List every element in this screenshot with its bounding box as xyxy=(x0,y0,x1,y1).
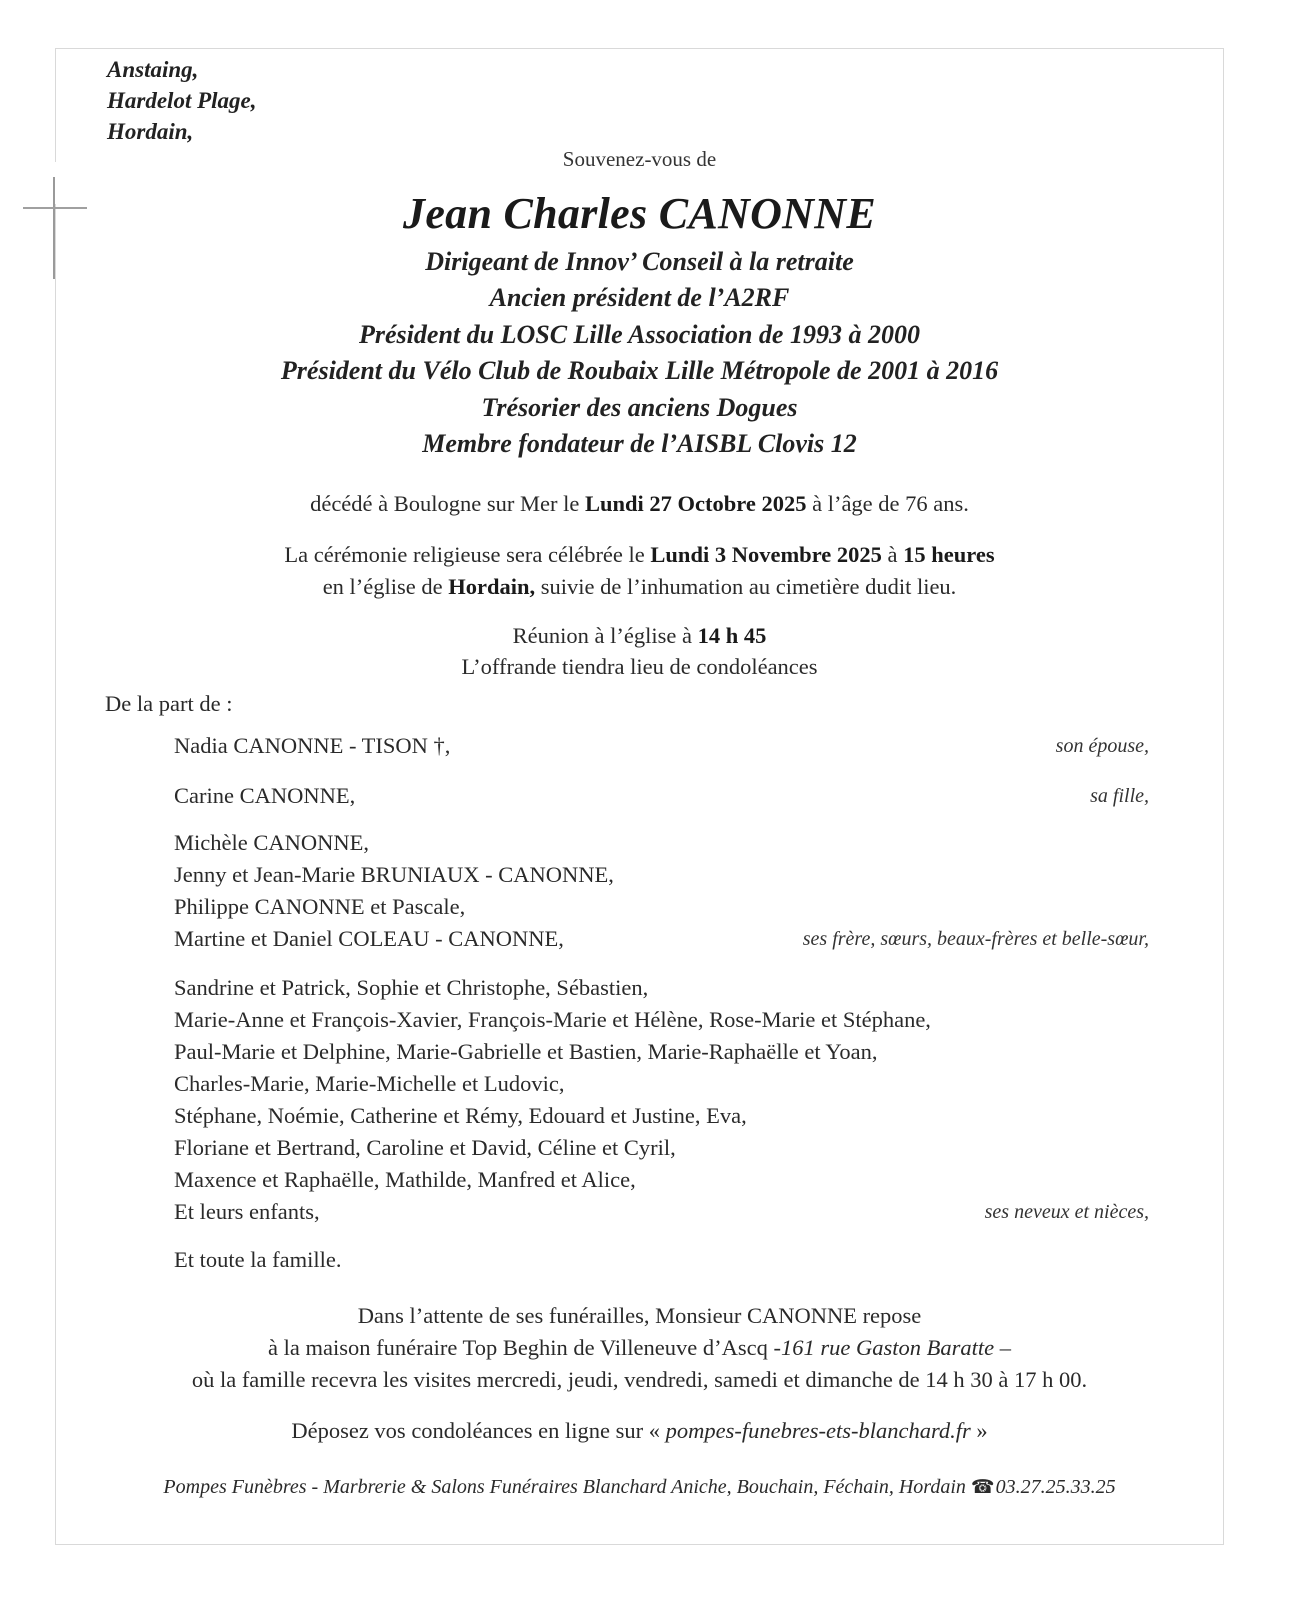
ceremony-prefix: La cérémonie religieuse sera célébrée le xyxy=(284,542,645,567)
company-name: Pompes Funèbres - Marbrerie & Salons Funéraires Blanchard Aniche, Bouchain, Féchain, Hordain xyxy=(163,1476,966,1498)
family-row xyxy=(174,1103,1149,1135)
meeting-time: 14 h 45 xyxy=(697,623,767,648)
death-prefix: décédé à Boulogne sur Mer le xyxy=(310,491,580,516)
family-row xyxy=(174,733,1149,765)
place: Hordain, xyxy=(107,119,194,144)
ceremony-date: Lundi 3 Novembre 2025 xyxy=(650,542,882,567)
family-name: Nadia CANONNE - TISON †, xyxy=(174,733,451,758)
relation-label: ses neveux et nièces, xyxy=(984,1201,1149,1223)
family-name: Paul-Marie et Delphine, Marie-Gabrielle et Bastien, Marie-Raphaëlle et Yoan, xyxy=(174,1039,878,1064)
family-row xyxy=(174,926,1149,958)
family-row xyxy=(174,783,1149,815)
family-name: Stéphane, Noémie, Catherine et Rémy, Edouard et Justine, Eva, xyxy=(174,1103,747,1128)
condolences-prefix: Déposez vos condoléances en ligne sur « xyxy=(291,1418,660,1443)
intro-text: Souvenez-vous de xyxy=(562,147,717,171)
offering-text: L’offrande tiendra lieu de condoléances xyxy=(461,654,818,679)
meeting-notice xyxy=(55,620,1224,682)
family-name: Jenny et Jean-Marie BRUNIAUX - CANONNE, xyxy=(174,862,614,887)
family-daughter xyxy=(174,783,1149,815)
place: Hardelot Plage, xyxy=(107,88,257,113)
visiting-hours: où la famille recevra les visites mercredi, jeudi, vendredi, samedi et dimanche de 14 h 30 à 17 h 00. xyxy=(191,1367,1088,1392)
ceremony-at: à xyxy=(887,542,898,567)
from-label: De la part de : xyxy=(105,691,233,716)
telephone-icon: ☎ xyxy=(970,1477,995,1498)
burial-text: suivie de l’inhumation au cimetière dudit lieu. xyxy=(540,574,957,599)
family-spouse xyxy=(174,733,1149,765)
place: Anstaing, xyxy=(107,57,199,82)
family-name: Sandrine et Patrick, Sophie et Christophe, Sébastien, xyxy=(174,975,649,1000)
relation-label: ses frère, sœurs, beaux-frères et belle-sœur, xyxy=(802,928,1149,950)
death-date: Lundi 27 Octobre 2025 xyxy=(584,491,807,516)
family-row xyxy=(174,1071,1149,1103)
funeral-line-1: Dans l’attente de ses funérailles, Monsieur CANONNE repose xyxy=(357,1303,922,1328)
family-siblings xyxy=(174,830,1149,958)
family-row xyxy=(174,1167,1149,1199)
funeral-home: à la maison funéraire Top Beghin de Villeneuve d’Ascq xyxy=(268,1335,768,1360)
family-name: Marie-Anne et François-Xavier, François-Marie et Hélène, Rose-Marie et Stéphane, xyxy=(174,1007,931,1032)
family-name: Carine CANONNE, xyxy=(174,783,356,808)
titles-list xyxy=(55,244,1224,462)
family-name: Maxence et Raphaëlle, Mathilde, Manfred et Alice, xyxy=(174,1167,636,1192)
funeral-home-address: -161 rue Gaston Baratte – xyxy=(773,1335,1011,1360)
family-name: Et leurs enfants, xyxy=(174,1199,320,1224)
family-name: Charles-Marie, Marie-Michelle et Ludovic, xyxy=(174,1071,565,1096)
family-name: Michèle CANONNE, xyxy=(174,830,369,855)
funeral-home-notice xyxy=(55,1300,1224,1396)
family-name: Philippe CANONNE et Pascale, xyxy=(174,894,466,919)
family-all xyxy=(174,1247,1149,1279)
relation-label: son épouse, xyxy=(1055,735,1149,757)
family-row xyxy=(174,975,1149,1007)
death-notice xyxy=(55,491,1224,517)
family-row xyxy=(174,894,1149,926)
title-line: Président du Vélo Club de Roubaix Lille Métropole de 2001 à 2016 xyxy=(280,356,999,386)
all-family-text: Et toute la famille. xyxy=(174,1247,342,1272)
condolences-suffix: » xyxy=(976,1418,988,1443)
meeting-prefix: Réunion à l’église à xyxy=(512,623,692,648)
death-age: à l’âge de 76 ans. xyxy=(812,491,969,516)
family-row xyxy=(174,1135,1149,1167)
places-list xyxy=(107,54,256,147)
family-row xyxy=(174,830,1149,862)
family-row xyxy=(174,1007,1149,1039)
deceased-name: Jean Charles CANONNE xyxy=(403,189,876,238)
family-row xyxy=(174,862,1149,894)
family-row xyxy=(174,1039,1149,1071)
title-line: Ancien président de l’A2RF xyxy=(489,283,790,313)
online-condolences xyxy=(55,1418,1224,1444)
church-prefix: en l’église de xyxy=(322,574,443,599)
family-row xyxy=(174,1199,1149,1231)
title-line: Dirigeant de Innov’ Conseil à la retraite xyxy=(425,247,854,276)
ceremony-notice xyxy=(55,539,1224,603)
ceremony-time: 15 heures xyxy=(903,542,995,567)
relation-label: sa fille, xyxy=(1090,785,1149,807)
title-line: Président du LOSC Lille Association de 1993 à 2000 xyxy=(359,319,920,349)
title-line: Membre fondateur de l’AISBL Clovis 12 xyxy=(422,429,857,459)
family-name: Floriane et Bertrand, Caroline et David, Céline et Cyril, xyxy=(174,1135,676,1160)
family-row xyxy=(174,1247,1149,1279)
condolences-website-link[interactable]: pompes-funebres-ets-blanchard.fr xyxy=(665,1418,971,1443)
family-nephews xyxy=(174,975,1149,1231)
title-line: Trésorier des anciens Dogues xyxy=(481,392,798,422)
phone-number: 03.27.25.33.25 xyxy=(995,1476,1116,1498)
church-place: Hordain, xyxy=(448,574,536,599)
family-name: Martine et Daniel COLEAU - CANONNE, xyxy=(174,926,564,951)
footer xyxy=(55,1476,1224,1499)
